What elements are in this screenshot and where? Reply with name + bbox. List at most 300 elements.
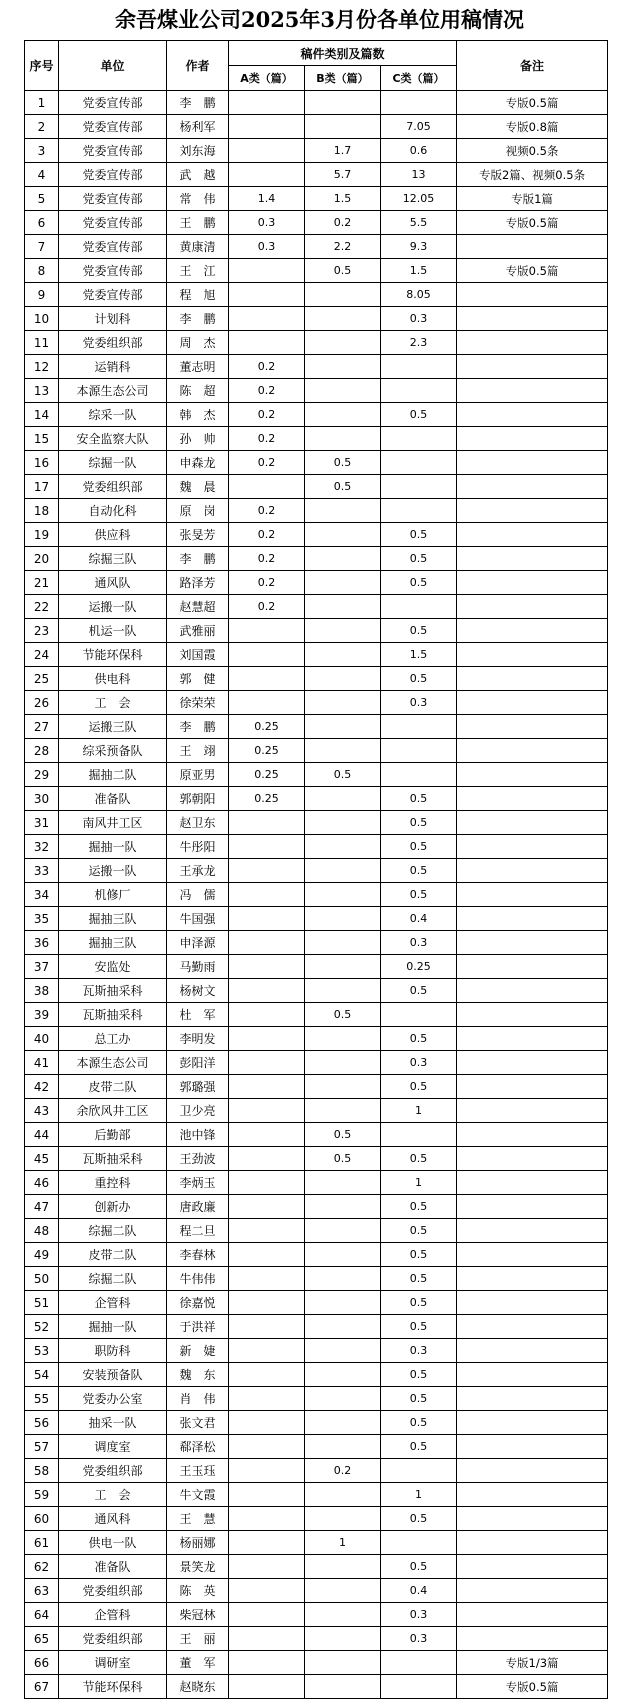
cell-note: 专版1篇 bbox=[457, 187, 608, 211]
cell-a bbox=[229, 1603, 305, 1627]
cell-a bbox=[229, 1267, 305, 1291]
cell-seq: 50 bbox=[25, 1267, 59, 1291]
cell-c bbox=[381, 379, 457, 403]
cell-author: 陈 超 bbox=[167, 379, 229, 403]
cell-seq: 67 bbox=[25, 1675, 59, 1699]
header-unit: 单位 bbox=[59, 41, 167, 91]
cell-note bbox=[457, 499, 608, 523]
cell-a bbox=[229, 259, 305, 283]
cell-c: 5.5 bbox=[381, 211, 457, 235]
cell-note: 专版2篇、视频0.5条 bbox=[457, 163, 608, 187]
cell-author: 武 越 bbox=[167, 163, 229, 187]
cell-b bbox=[305, 643, 381, 667]
cell-seq: 64 bbox=[25, 1603, 59, 1627]
cell-a bbox=[229, 691, 305, 715]
cell-author: 魏 晨 bbox=[167, 475, 229, 499]
cell-c: 0.5 bbox=[381, 835, 457, 859]
cell-a bbox=[229, 979, 305, 1003]
cell-author: 张文君 bbox=[167, 1411, 229, 1435]
cell-b bbox=[305, 715, 381, 739]
cell-unit: 综掘一队 bbox=[59, 451, 167, 475]
cell-c bbox=[381, 595, 457, 619]
cell-c bbox=[381, 475, 457, 499]
table-row bbox=[25, 835, 608, 859]
cell-c bbox=[381, 715, 457, 739]
cell-a bbox=[229, 619, 305, 643]
cell-b bbox=[305, 739, 381, 763]
cell-c bbox=[381, 451, 457, 475]
cell-a bbox=[229, 1483, 305, 1507]
cell-b: 0.5 bbox=[305, 259, 381, 283]
table-row bbox=[25, 1147, 608, 1171]
cell-author: 杨利军 bbox=[167, 115, 229, 139]
cell-a: 0.2 bbox=[229, 547, 305, 571]
cell-a bbox=[229, 1435, 305, 1459]
cell-note bbox=[457, 907, 608, 931]
table-row bbox=[25, 1051, 608, 1075]
cell-a bbox=[229, 1003, 305, 1027]
cell-note bbox=[457, 1483, 608, 1507]
cell-seq: 39 bbox=[25, 1003, 59, 1027]
cell-unit: 党委宣传部 bbox=[59, 235, 167, 259]
cell-b: 0.5 bbox=[305, 451, 381, 475]
cell-seq: 63 bbox=[25, 1579, 59, 1603]
cell-author: 景笑龙 bbox=[167, 1555, 229, 1579]
cell-seq: 19 bbox=[25, 523, 59, 547]
cell-a: 0.2 bbox=[229, 379, 305, 403]
cell-b: 1.7 bbox=[305, 139, 381, 163]
cell-author: 马勤雨 bbox=[167, 955, 229, 979]
table-row bbox=[25, 139, 608, 163]
cell-author: 池中锋 bbox=[167, 1123, 229, 1147]
cell-unit: 南风井工区 bbox=[59, 811, 167, 835]
cell-c: 0.5 bbox=[381, 1507, 457, 1531]
cell-note bbox=[457, 1387, 608, 1411]
cell-author: 冯 儒 bbox=[167, 883, 229, 907]
cell-a: 0.25 bbox=[229, 715, 305, 739]
cell-seq: 1 bbox=[25, 91, 59, 115]
cell-unit: 党委组织部 bbox=[59, 1627, 167, 1651]
cell-unit: 党委宣传部 bbox=[59, 211, 167, 235]
cell-note: 专版0.5篇 bbox=[457, 1675, 608, 1699]
cell-c bbox=[381, 1531, 457, 1555]
cell-unit: 掘抽一队 bbox=[59, 835, 167, 859]
cell-note: 视频0.5条 bbox=[457, 139, 608, 163]
cell-c: 0.5 bbox=[381, 1411, 457, 1435]
cell-c: 0.5 bbox=[381, 1267, 457, 1291]
cell-seq: 28 bbox=[25, 739, 59, 763]
cell-unit: 通风科 bbox=[59, 1507, 167, 1531]
cell-unit: 调度室 bbox=[59, 1435, 167, 1459]
cell-c: 0.5 bbox=[381, 1315, 457, 1339]
cell-a bbox=[229, 1051, 305, 1075]
cell-a bbox=[229, 1123, 305, 1147]
cell-a bbox=[229, 1219, 305, 1243]
cell-author: 孙 帅 bbox=[167, 427, 229, 451]
cell-author: 徐荣荣 bbox=[167, 691, 229, 715]
cell-unit: 运搬一队 bbox=[59, 859, 167, 883]
cell-b: 1 bbox=[305, 1531, 381, 1555]
cell-unit: 党委宣传部 bbox=[59, 163, 167, 187]
cell-c: 0.5 bbox=[381, 1027, 457, 1051]
cell-a: 0.25 bbox=[229, 787, 305, 811]
cell-a: 0.2 bbox=[229, 403, 305, 427]
cell-c bbox=[381, 1003, 457, 1027]
cell-b bbox=[305, 379, 381, 403]
table-row bbox=[25, 1219, 608, 1243]
cell-seq: 29 bbox=[25, 763, 59, 787]
cell-seq: 33 bbox=[25, 859, 59, 883]
cell-author: 王 丽 bbox=[167, 1627, 229, 1651]
cell-unit: 运销科 bbox=[59, 355, 167, 379]
table-row bbox=[25, 211, 608, 235]
cell-a bbox=[229, 1627, 305, 1651]
cell-author: 赵晓东 bbox=[167, 1675, 229, 1699]
cell-note bbox=[457, 283, 608, 307]
cell-c: 0.5 bbox=[381, 1555, 457, 1579]
cell-seq: 65 bbox=[25, 1627, 59, 1651]
cell-note bbox=[457, 1051, 608, 1075]
table-row bbox=[25, 1459, 608, 1483]
cell-a bbox=[229, 1027, 305, 1051]
cell-note bbox=[457, 643, 608, 667]
cell-note bbox=[457, 715, 608, 739]
cell-b bbox=[305, 619, 381, 643]
cell-seq: 7 bbox=[25, 235, 59, 259]
cell-c: 0.3 bbox=[381, 1627, 457, 1651]
cell-b bbox=[305, 1411, 381, 1435]
cell-a bbox=[229, 1675, 305, 1699]
cell-unit: 党委组织部 bbox=[59, 475, 167, 499]
cell-author: 原亚男 bbox=[167, 763, 229, 787]
table-row bbox=[25, 1291, 608, 1315]
cell-seq: 56 bbox=[25, 1411, 59, 1435]
table-row bbox=[25, 1435, 608, 1459]
cell-seq: 48 bbox=[25, 1219, 59, 1243]
cell-note: 专版0.5篇 bbox=[457, 211, 608, 235]
cell-note bbox=[457, 811, 608, 835]
cell-unit: 本源生态公司 bbox=[59, 379, 167, 403]
cell-seq: 45 bbox=[25, 1147, 59, 1171]
cell-c: 0.5 bbox=[381, 619, 457, 643]
cell-unit: 党委组织部 bbox=[59, 331, 167, 355]
cell-c bbox=[381, 1675, 457, 1699]
cell-unit: 瓦斯抽采科 bbox=[59, 1147, 167, 1171]
cell-a bbox=[229, 1411, 305, 1435]
cell-unit: 党委组织部 bbox=[59, 1459, 167, 1483]
table-row bbox=[25, 187, 608, 211]
cell-author: 新 婕 bbox=[167, 1339, 229, 1363]
cell-seq: 9 bbox=[25, 283, 59, 307]
cell-b bbox=[305, 1675, 381, 1699]
cell-unit: 综采一队 bbox=[59, 403, 167, 427]
cell-note bbox=[457, 979, 608, 1003]
cell-b bbox=[305, 1651, 381, 1675]
table-row bbox=[25, 715, 608, 739]
cell-a: 1.4 bbox=[229, 187, 305, 211]
cell-unit: 计划科 bbox=[59, 307, 167, 331]
cell-author: 刘东海 bbox=[167, 139, 229, 163]
cell-b bbox=[305, 1555, 381, 1579]
cell-unit: 党委组织部 bbox=[59, 1579, 167, 1603]
cell-c bbox=[381, 1459, 457, 1483]
cell-author: 武雅丽 bbox=[167, 619, 229, 643]
cell-note bbox=[457, 427, 608, 451]
cell-c: 1.5 bbox=[381, 259, 457, 283]
cell-note bbox=[457, 1027, 608, 1051]
cell-c: 12.05 bbox=[381, 187, 457, 211]
header-author: 作者 bbox=[167, 41, 229, 91]
cell-note bbox=[457, 763, 608, 787]
cell-b bbox=[305, 1363, 381, 1387]
cell-unit: 党委宣传部 bbox=[59, 91, 167, 115]
cell-unit: 综采预备队 bbox=[59, 739, 167, 763]
cell-unit: 安全监察大队 bbox=[59, 427, 167, 451]
cell-unit: 运搬三队 bbox=[59, 715, 167, 739]
cell-a bbox=[229, 1531, 305, 1555]
cell-a bbox=[229, 1171, 305, 1195]
cell-b: 0.5 bbox=[305, 1003, 381, 1027]
cell-author: 杜 军 bbox=[167, 1003, 229, 1027]
cell-note bbox=[457, 1603, 608, 1627]
table-row bbox=[25, 1555, 608, 1579]
cell-b bbox=[305, 1195, 381, 1219]
cell-note bbox=[457, 1363, 608, 1387]
cell-c: 0.5 bbox=[381, 1435, 457, 1459]
cell-author: 卫少亮 bbox=[167, 1099, 229, 1123]
cell-seq: 66 bbox=[25, 1651, 59, 1675]
cell-b bbox=[305, 907, 381, 931]
cell-note bbox=[457, 1267, 608, 1291]
cell-author: 杨树文 bbox=[167, 979, 229, 1003]
cell-b bbox=[305, 1099, 381, 1123]
cell-c: 0.3 bbox=[381, 307, 457, 331]
cell-unit: 机运一队 bbox=[59, 619, 167, 643]
cell-seq: 35 bbox=[25, 907, 59, 931]
cell-a bbox=[229, 643, 305, 667]
cell-author: 陈 英 bbox=[167, 1579, 229, 1603]
table-row bbox=[25, 1075, 608, 1099]
table-row bbox=[25, 283, 608, 307]
cell-seq: 17 bbox=[25, 475, 59, 499]
cell-b bbox=[305, 1027, 381, 1051]
table-row bbox=[25, 355, 608, 379]
cell-author: 韩 杰 bbox=[167, 403, 229, 427]
table-row bbox=[25, 307, 608, 331]
cell-author: 牛伟伟 bbox=[167, 1267, 229, 1291]
cell-unit: 掘抽二队 bbox=[59, 763, 167, 787]
cell-seq: 34 bbox=[25, 883, 59, 907]
cell-b: 0.2 bbox=[305, 1459, 381, 1483]
cell-c: 0.5 bbox=[381, 883, 457, 907]
table-row bbox=[25, 667, 608, 691]
cell-note bbox=[457, 883, 608, 907]
cell-note bbox=[457, 739, 608, 763]
cell-a bbox=[229, 1459, 305, 1483]
cell-a bbox=[229, 931, 305, 955]
cell-c: 0.5 bbox=[381, 1147, 457, 1171]
cell-a bbox=[229, 1147, 305, 1171]
cell-note: 专版1/3篇 bbox=[457, 1651, 608, 1675]
cell-c: 13 bbox=[381, 163, 457, 187]
table-row bbox=[25, 1579, 608, 1603]
table-row bbox=[25, 907, 608, 931]
cell-a: 0.2 bbox=[229, 451, 305, 475]
cell-a: 0.25 bbox=[229, 739, 305, 763]
cell-c: 7.05 bbox=[381, 115, 457, 139]
cell-a: 0.2 bbox=[229, 499, 305, 523]
cell-b bbox=[305, 1291, 381, 1315]
header-category-group: 稿件类别及篇数 bbox=[229, 41, 457, 66]
cell-c: 0.5 bbox=[381, 1075, 457, 1099]
cell-b bbox=[305, 427, 381, 451]
cell-a bbox=[229, 907, 305, 931]
cell-seq: 16 bbox=[25, 451, 59, 475]
cell-author: 董志明 bbox=[167, 355, 229, 379]
cell-seq: 2 bbox=[25, 115, 59, 139]
cell-seq: 60 bbox=[25, 1507, 59, 1531]
table-row bbox=[25, 595, 608, 619]
table-row bbox=[25, 1531, 608, 1555]
cell-c: 0.5 bbox=[381, 787, 457, 811]
cell-c: 0.4 bbox=[381, 907, 457, 931]
table-row bbox=[25, 379, 608, 403]
cell-unit: 抽采一队 bbox=[59, 1411, 167, 1435]
cell-unit: 创新办 bbox=[59, 1195, 167, 1219]
cell-unit: 安监处 bbox=[59, 955, 167, 979]
cell-a: 0.3 bbox=[229, 211, 305, 235]
cell-b bbox=[305, 811, 381, 835]
cell-b bbox=[305, 547, 381, 571]
table-row bbox=[25, 1267, 608, 1291]
cell-b bbox=[305, 1603, 381, 1627]
cell-unit: 自动化科 bbox=[59, 499, 167, 523]
table-row bbox=[25, 259, 608, 283]
cell-a bbox=[229, 1291, 305, 1315]
table-row bbox=[25, 691, 608, 715]
cell-c: 0.5 bbox=[381, 1387, 457, 1411]
cell-a bbox=[229, 1579, 305, 1603]
cell-c: 8.05 bbox=[381, 283, 457, 307]
cell-seq: 52 bbox=[25, 1315, 59, 1339]
cell-seq: 37 bbox=[25, 955, 59, 979]
cell-note bbox=[457, 475, 608, 499]
cell-author: 王玉珏 bbox=[167, 1459, 229, 1483]
cell-seq: 23 bbox=[25, 619, 59, 643]
cell-author: 牛国强 bbox=[167, 907, 229, 931]
cell-b bbox=[305, 1315, 381, 1339]
table-row bbox=[25, 235, 608, 259]
cell-b bbox=[305, 1243, 381, 1267]
table-row bbox=[25, 955, 608, 979]
cell-c: 0.25 bbox=[381, 955, 457, 979]
cell-b bbox=[305, 859, 381, 883]
table-row bbox=[25, 1483, 608, 1507]
cell-note bbox=[457, 1075, 608, 1099]
cell-a bbox=[229, 1651, 305, 1675]
cell-unit: 节能环保科 bbox=[59, 643, 167, 667]
table-row bbox=[25, 811, 608, 835]
cell-c: 0.5 bbox=[381, 859, 457, 883]
cell-author: 彭阳洋 bbox=[167, 1051, 229, 1075]
cell-b bbox=[305, 1435, 381, 1459]
cell-author: 牛文霞 bbox=[167, 1483, 229, 1507]
cell-b bbox=[305, 571, 381, 595]
cell-a: 0.25 bbox=[229, 763, 305, 787]
cell-b bbox=[305, 1507, 381, 1531]
cell-c: 0.5 bbox=[381, 667, 457, 691]
table-row bbox=[25, 1099, 608, 1123]
table-row bbox=[25, 91, 608, 115]
table-row bbox=[25, 1003, 608, 1027]
cell-note bbox=[457, 1147, 608, 1171]
cell-seq: 42 bbox=[25, 1075, 59, 1099]
table-row bbox=[25, 1507, 608, 1531]
cell-seq: 62 bbox=[25, 1555, 59, 1579]
cell-author: 郭 健 bbox=[167, 667, 229, 691]
table-row bbox=[25, 1675, 608, 1699]
cell-note: 专版0.5篇 bbox=[457, 259, 608, 283]
cell-a: 0.2 bbox=[229, 355, 305, 379]
table-row bbox=[25, 1339, 608, 1363]
cell-a bbox=[229, 139, 305, 163]
cell-b: 0.5 bbox=[305, 475, 381, 499]
cell-unit: 重控科 bbox=[59, 1171, 167, 1195]
table-row bbox=[25, 883, 608, 907]
cell-a: 0.3 bbox=[229, 235, 305, 259]
cell-note bbox=[457, 667, 608, 691]
table-row bbox=[25, 475, 608, 499]
cell-c: 0.5 bbox=[381, 811, 457, 835]
cell-a: 0.2 bbox=[229, 571, 305, 595]
table-row bbox=[25, 1123, 608, 1147]
cell-b bbox=[305, 499, 381, 523]
header-b: B类（篇） bbox=[305, 66, 381, 91]
cell-b bbox=[305, 667, 381, 691]
cell-note bbox=[457, 1219, 608, 1243]
cell-note bbox=[457, 1555, 608, 1579]
cell-author: 王 江 bbox=[167, 259, 229, 283]
cell-author: 郗泽松 bbox=[167, 1435, 229, 1459]
cell-note bbox=[457, 451, 608, 475]
cell-author: 申森龙 bbox=[167, 451, 229, 475]
cell-author: 申泽源 bbox=[167, 931, 229, 955]
cell-b bbox=[305, 931, 381, 955]
cell-seq: 8 bbox=[25, 259, 59, 283]
cell-c: 0.3 bbox=[381, 931, 457, 955]
cell-seq: 18 bbox=[25, 499, 59, 523]
cell-seq: 11 bbox=[25, 331, 59, 355]
table-row bbox=[25, 451, 608, 475]
cell-a bbox=[229, 91, 305, 115]
cell-a bbox=[229, 1387, 305, 1411]
cell-seq: 12 bbox=[25, 355, 59, 379]
cell-note bbox=[457, 379, 608, 403]
table-row bbox=[25, 1603, 608, 1627]
cell-c bbox=[381, 499, 457, 523]
cell-author: 郭朝阳 bbox=[167, 787, 229, 811]
cell-a bbox=[229, 883, 305, 907]
cell-unit: 企管科 bbox=[59, 1603, 167, 1627]
table-row bbox=[25, 979, 608, 1003]
cell-seq: 49 bbox=[25, 1243, 59, 1267]
submission-table bbox=[24, 40, 608, 1699]
cell-note bbox=[457, 835, 608, 859]
table-row bbox=[25, 1315, 608, 1339]
cell-author: 于洪祥 bbox=[167, 1315, 229, 1339]
cell-a bbox=[229, 115, 305, 139]
cell-note bbox=[457, 619, 608, 643]
